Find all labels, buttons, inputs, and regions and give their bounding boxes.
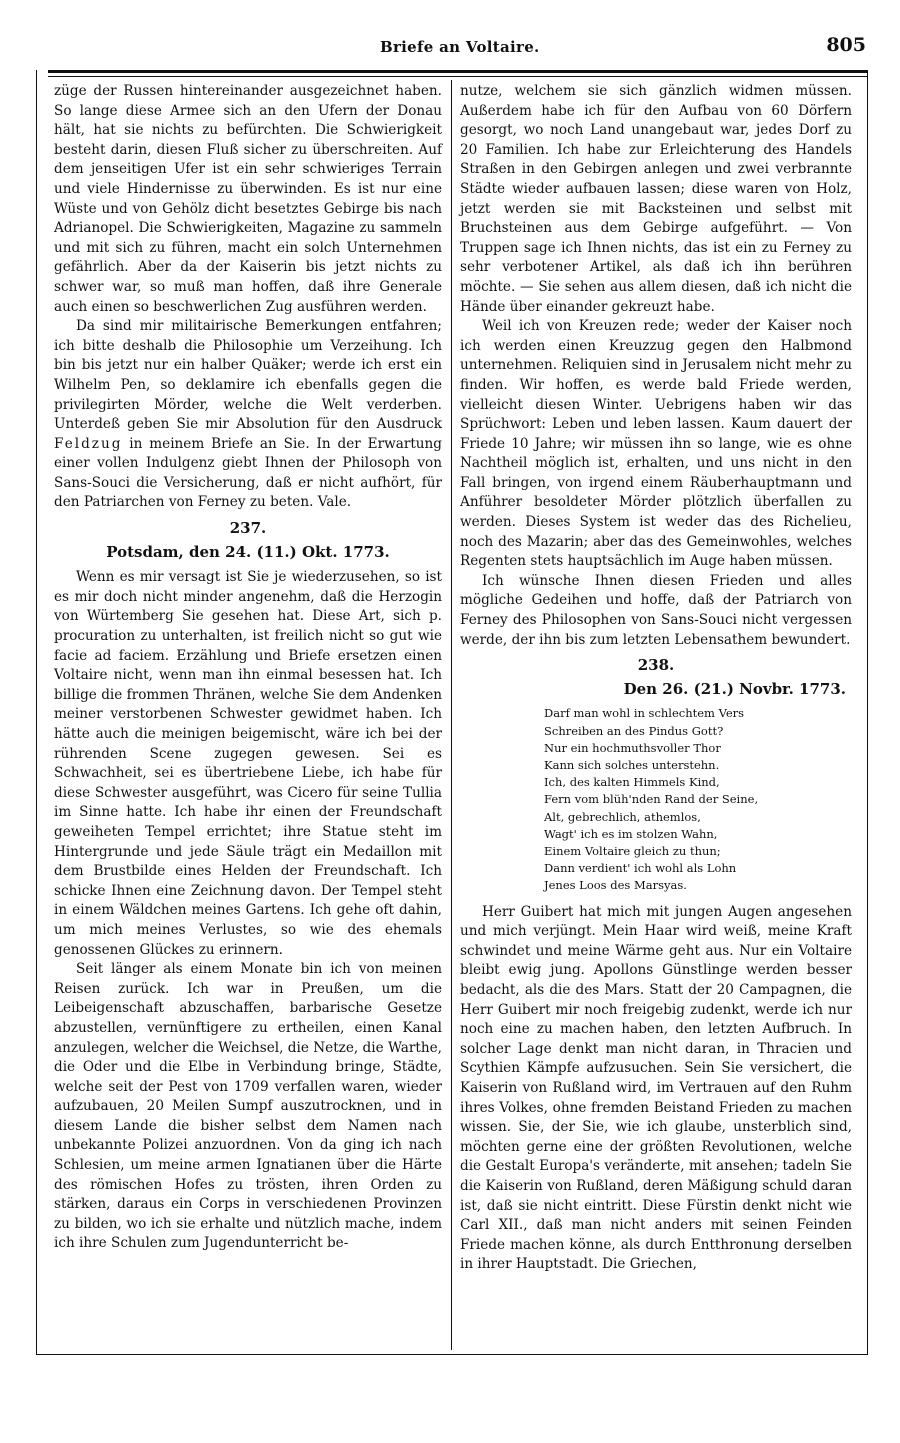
body-paragraph: züge der Russen hintereinander ausgezeichnet haben. So lange diese Armee sich an den Ufern der Donau hält, hat sie nichts zu befürchten. Die Schwierigkeit besteht darin, diesen Fluß sicher zu überschreiten. Auf dem jenseitigen Ufer ist ein sehr schwieriges Terrain und viele Hindernisse zu überwinden. Es ist nur eine Wüste und von Gehölz dicht besetztes Gebirge bis nach Adrianopel. Die Schwierigkeiten, Magazine zu sammeln und mit sich zu führen, macht ein solch Unternehmen gefährlich. Aber da der Kaiserin bis jetzt nichts zu schwer war, so muß man hoffen, daß ihre Generale auch einen so beschwerlichen Zug ausführen werden. [54, 83, 442, 315]
poem-line: Schreiben an des Pindus Gott? [544, 723, 724, 738]
body-paragraph: Wenn es mir versagt ist Sie je wiederzusehen, so ist es mir doch nicht minder angenehm, daß die Herzogin von Würtemberg Sie gesehen hat. Diese Art, sich p. procuration zu unterhalten, ist freilich nicht so gut wie facie ad faciem. Erzählung und Briefe ersetzen einen Voltaire nicht, wenn man ihn einmal besessen hat. Ich billige die frommen Thränen, welche Sie dem Andenken meiner verstorbenen Schwester gewidmet haben. Ich hätte auch die meinigen beigemischt, wäre ich bei der rührenden Scene zugegen gewesen. Sei es Schwachheit, sei es übertriebene Liebe, ich habe für diese Schwester ausgeführt, was Cicero für seine Tullia im Sinne hatte. Ich habe ihr einen der Freundschaft geweiheten Tempel errichtet; ihre Statue steht im Hintergrunde und jede Säule trägt ein Medaillon mit dem Brustbilde eines Helden der Freundschaft. Ich schicke Ihnen eine Zeichnung davon. Der Tempel steht in einem Wäldchen meines Gartens. Ich gehe oft dahin, um mich meines Verlustes, so wie des ehemals genossenen Glückes zu erinnern. [54, 569, 442, 958]
poem-line: Darf man wohl in schlechtem Vers [544, 706, 745, 721]
body-paragraph: Ich wünsche Ihnen diesen Frieden und alles mögliche Gedeihen und hoffe, daß der Patriarch von Ferney des Philosophen von Sans-Souci nicht vergessen werde, der ihn bis zum letzten Lebensathem bewundert. [460, 572, 852, 648]
header-rule-thin [48, 76, 868, 77]
letter-number: 237. [229, 519, 267, 538]
left-column [54, 82, 442, 1254]
page-number: 805 [826, 34, 866, 56]
poem-line: Ich, des kalten Himmels Kind, [544, 775, 720, 790]
body-paragraph [54, 317, 442, 513]
poem-line: Fern vom blüh'nden Rand der Seine, [544, 792, 759, 807]
body-paragraph: Herr Guibert hat mich mit jungen Augen angesehen und mich verjüngt. Mein Haar wird weiß, meine Kraft schwindet und meine Wärme geht aus. Nur ein Voltaire bleibt ewig jung. Apollons Günstlinge werden besser bedacht, als die des Mars. Statt der 20 Campagnen, die Herr Guibert mir noch freigebig zudenkt, werde ich nur noch eine zu machen haben, den letzten Aufbruch. In solcher Lage denkt man nicht daran, in Thracien und Scythien Kämpfe aufzusuchen. Sein Sie versichert, die Kaiserin von Rußland wird, im Vertrauen auf den Ruhm ihres Volkes, ohne fremden Beistand Frieden zu machen wissen. Sie, der Sie, wie ich glaube, unsterblich sind, möchten gerne eine der größten Revolutionen, welche die Gestalt Europa's veränderte, mit ansehen; tadeln Sie die Kaiserin von Rußland, deren Mäßigung schuld daran ist, daß sie nicht eintritt. Diese Fürstin denkt nicht wie Carl XII., daß man nicht anders mit seinen Feinden Friede machen könne, als durch Entthronung derselben in ihrer Hauptstadt. Die Griechen, [460, 903, 852, 1273]
letter-dateline: Potsdam, den 24. (11.) Okt. 1773. [106, 542, 390, 561]
poem-line: Wagt' ich es im stolzen Wahn, [544, 826, 718, 841]
header-rule [48, 70, 868, 73]
letter-dateline: Den 26. (21.) Novbr. 1773. [623, 679, 846, 698]
frame-left-border [36, 70, 37, 1355]
poem-line: Jenes Loos des Marsyas. [544, 878, 687, 893]
paragraph-text: Da sind mir militairische Bemerkungen entfahren; ich bitte deshalb die Philosophie um Verzeihung. Ich bin bis jetzt nur ein halber Quäker; werde ich erst ein Wilhelm Pen, so deklamire ich ebenfalls gegen die privilegirten Mörder, welche die Welt verderben. Unterdeß geben Sie mir Absolution für den Ausdruck [54, 318, 442, 433]
body-paragraph: Weil ich von Kreuzen rede; weder der Kaiser noch ich werden einen Kreuzzug gegen den Halbmond unternehmen. Reliquien sind in Jerusalem nicht mehr zu finden. Wir hoffen, es werde bald Friede werden, vielleicht diesen Winter. Uebrigens haben wir das Sprüchwort: Leben und leben lassen. Kaum dauert der Friede 10 Jahre; wir müssen ihn so lange, wie es ohne Nachtheil möglich ist, erhalten, und uns nicht in den Fall bringen, von irgend einem Räuberhauptmann und Anführer besoldeter Mörder plötzlich überfallen zu werden. Dieses System ist weder das des Richelieu, noch des Mazarin; aber das des Gemeinwohles, welches Regenten stets hauptsächlich im Auge haben müssen. [460, 318, 852, 570]
body-paragraph: Seit länger als einem Monate bin ich von meinen Reisen zurück. Ich war in Preußen, um die Leibeigenschaft abzuschaffen, barbarische Gesetze abzustellen, vernünftigere zu ertheilen, einen Kanal anzulegen, welcher die Weichsel, die Netze, die Warthe, die Oder und die Elbe in Verbindung bringe, Städte, welche seit der Pest von 1709 verfallen waren, wieder aufzubauen, 20 Meilen Sumpf auszutrocknen, und in diesem Lande die bisher selbst dem Namen nach unbekannte Polizei anzuordnen. Von da ging ich nach Schlesien, um meine armen Ignatianen über die Härte des römischen Hofes zu trösten, ihren Orden zu stärken, daraus ein Corps in verschiedenen Provinzen zu bilden, wo ich sie erhalte und nützlich mache, indem ich ihre Schulen zum Jugendunterricht be- [54, 961, 442, 1252]
body-paragraph: nutze, welchem sie sich gänzlich widmen müssen. Außerdem habe ich für den Aufbau von 60 Dörfern gesorgt, wo noch Land unangebaut war, jedes Dorf zu 20 Familien. Ich habe zur Erleichterung des Handels Straßen in den Gebirgen anlegen und zwei verbrannte Städte wieder aufbauen lassen; diese waren von Holz, jetzt werden sie mit Backsteinen und selbst mit Bruchsteinen aus dem Gebirge aufgeführt. — Von Truppen sage ich Ihnen nichts, das ist ein zu Ferney zu sehr verbotener Artikel, als daß ich ihn berühren möchte. — Sie sehen aus allem diesen, daß ich nicht die Hände über einander gekreuzt habe. [460, 83, 852, 315]
poem-line: Kann sich solches unterstehn. [544, 758, 720, 773]
running-title: Briefe an Voltaire. [380, 38, 540, 56]
poem-line: Einem Voltaire gleich zu thun; [544, 844, 721, 859]
poem-line: Nur ein hochmuthsvoller Thor [544, 740, 721, 755]
letter-number: 238. [637, 656, 675, 675]
paragraph-text: in meinem Briefe an Sie. In der Erwartung einer vollen Indulgenz giebt Ihnen der Philosoph von Sans-Souci die Versicherung, daß er nicht aufhört, für den Patriarchen von Ferney zu beten. Vale. [54, 435, 442, 511]
poem [544, 705, 852, 894]
column-divider [451, 80, 452, 1350]
spaced-term: Feldzug [54, 435, 123, 452]
frame-right-border [867, 70, 868, 1355]
poem-line: Alt, gebrechlich, athemlos, [544, 809, 701, 824]
right-column [460, 82, 852, 1275]
poem-line: Dann verdient' ich wohl als Lohn [544, 861, 737, 876]
frame-bottom-border [36, 1354, 868, 1355]
